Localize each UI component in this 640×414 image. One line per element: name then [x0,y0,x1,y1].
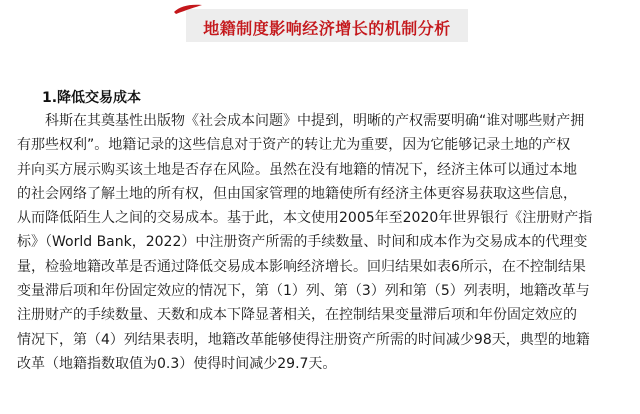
paragraph-line: 量，检验地籍改革是否通过降低交易成本影响经济增长。回归结果如表6所示，在不控制结果 [17,258,586,275]
paragraph-line: 科斯在其奠基性出版物《社会成本问题》中提到，明晰的产权需要明确“谁对哪些财产拥 [45,113,585,129]
paragraph-line: 的社会网络了解土地的所有权，但由国家管理的地籍使所有经济主体更容易获取这些信息， [17,185,577,202]
title-banner [186,9,468,42]
section-heading: 1.降低交易成本 [42,90,142,106]
page-title: 地籍制度影响经济增长的机制分析 [203,19,451,38]
paragraph-line: 情况下，第（4）列结果表明，地籍改革能够使得注册资产所需的时间减少98天，典型的地籍 [17,331,590,348]
paragraph-line: 标》（World Bank，2022）中注册资产所需的手续数量、时间和成本作为交易成本的代理变 [17,234,588,251]
paragraph-line: 有那些权利”。地籍记录的这些信息对于资产的转让尤为重要，因为它能够记录土地的产权 [17,137,571,154]
paragraph-line: 从而降低陌生人之间的交易成本。基于此，本文使用2005年至2020年世界银行《注册财产指 [17,210,593,227]
paragraph-line: 并向买方展示购买该土地是否存在风险。虽然在没有地籍的情况下，经济主体可以通过本地 [17,161,577,178]
paragraph-line: 变量滞后项和年份固定效应的情况下，第（1）列、第（3）列和第（5）列表明，地籍改革与 [17,283,590,300]
red-brush-stroke-icon [172,3,204,15]
paragraph-line: 注册财产的手续数量、天数和成本下降显著相关，在控制结果变量滞后项和年份固定效应的 [17,307,577,324]
body-paragraph [17,109,629,376]
paragraph-line: 改革（地籍指数取值为0.3）使得时间减少29.7天。 [17,355,337,372]
